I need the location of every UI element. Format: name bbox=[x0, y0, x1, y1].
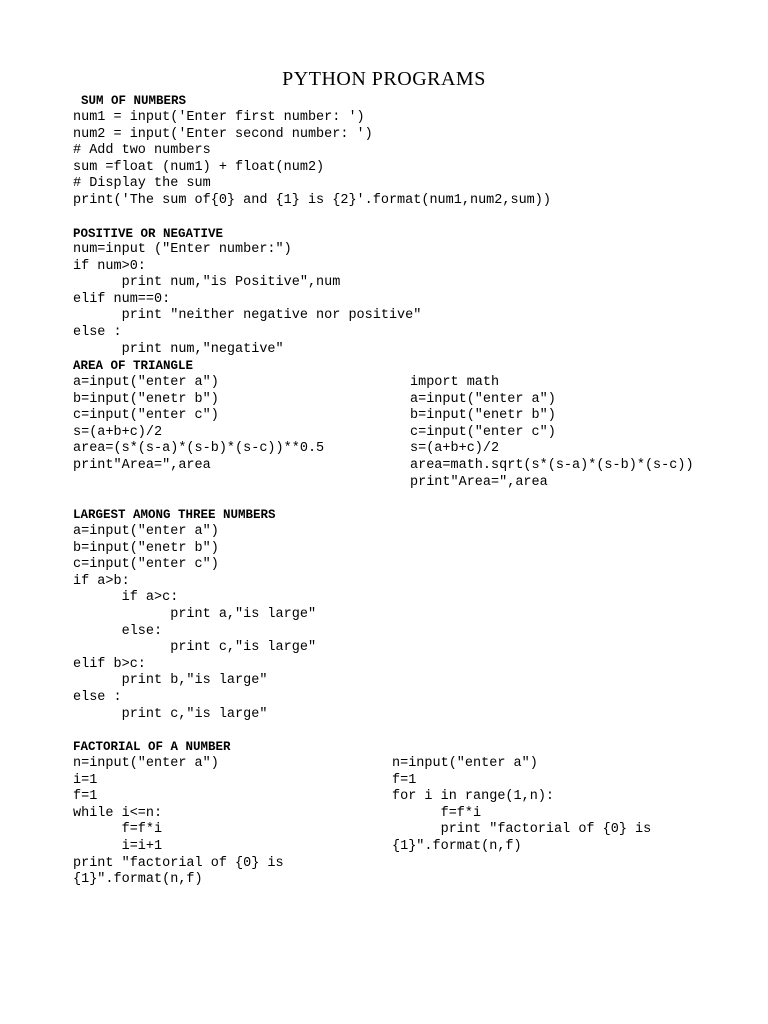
code-line: print "factorial of {0} is bbox=[392, 822, 652, 838]
code-line: if a>b: bbox=[73, 573, 130, 589]
code-line: else : bbox=[73, 690, 122, 705]
code-line: print "neither negative nor positive" bbox=[73, 308, 422, 324]
code-line: print b,"is large" bbox=[73, 673, 268, 689]
code-line: sum =float (num1) + float(num2) bbox=[73, 159, 325, 175]
code-line: print c,"is large" bbox=[73, 706, 268, 722]
code-line: print c,"is large" bbox=[73, 640, 317, 656]
code-line: area=(s*(s-a)*(s-b)*(s-c))**0.5 bbox=[73, 441, 325, 457]
code-line: {1}".format(n,f) bbox=[73, 872, 203, 888]
section-heading-sum: SUM OF NUMBERS bbox=[81, 94, 187, 108]
code-line: s=(a+b+c)/2 bbox=[410, 441, 500, 457]
section-heading-largest: LARGEST AMONG THREE NUMBERS bbox=[73, 508, 276, 522]
code-line: print num,"negative" bbox=[73, 341, 284, 357]
code-line: while i<=n: bbox=[73, 805, 163, 821]
code-line: f=f*i bbox=[392, 805, 482, 821]
code-line: for i in range(1,n): bbox=[392, 789, 555, 805]
code-line: s=(a+b+c)/2 bbox=[73, 424, 163, 440]
code-line: if num>0: bbox=[73, 258, 146, 274]
code-line: f=1 bbox=[73, 789, 98, 805]
code-line: print a,"is large" bbox=[73, 607, 317, 622]
page-title: PYTHON PROGRAMS bbox=[282, 68, 486, 90]
code-line: num1 = input('Enter first number: ') bbox=[73, 110, 365, 125]
code-line: n=input("enter a") bbox=[73, 756, 219, 771]
code-line: print num,"is Positive",num bbox=[73, 275, 341, 291]
code-line: elif b>c: bbox=[73, 656, 146, 672]
section-heading-positive-negative: POSITIVE OR NEGATIVE bbox=[73, 227, 224, 241]
code-line: c=input("enter c") bbox=[73, 557, 219, 573]
code-line: print "factorial of {0} is bbox=[73, 855, 284, 871]
code-line: a=input("enter a") bbox=[73, 375, 219, 390]
code-line: f=f*i bbox=[73, 822, 163, 838]
code-line: num=input ("Enter number:") bbox=[73, 242, 292, 257]
code-line: if a>c: bbox=[73, 590, 179, 606]
code-line: else: bbox=[73, 623, 163, 639]
code-line: import math bbox=[410, 375, 500, 390]
code-line: i=i+1 bbox=[73, 839, 163, 854]
code-line: a=input("enter a") bbox=[410, 391, 556, 407]
code-line: print('The sum of{0} and {1} is {2}'.format(num1,num2,sum)) bbox=[73, 193, 551, 208]
code-line: b=input("enetr b") bbox=[73, 391, 219, 407]
code-line: f=1 bbox=[392, 772, 417, 788]
code-line: n=input("enter a") bbox=[392, 756, 538, 771]
section-heading-factorial: FACTORIAL OF A NUMBER bbox=[73, 740, 231, 754]
code-line: {1}".format(n,f) bbox=[392, 839, 522, 854]
code-line: print"Area=",area bbox=[73, 458, 211, 473]
code-line: i=1 bbox=[73, 772, 98, 788]
code-line: # Display the sum bbox=[73, 176, 211, 192]
code-line: a=input("enter a") bbox=[73, 524, 219, 539]
code-line: else : bbox=[73, 325, 122, 340]
code-line: b=input("enetr b") bbox=[73, 540, 219, 556]
code-line: b=input("enetr b") bbox=[410, 408, 556, 424]
code-line: elif num==0: bbox=[73, 291, 171, 307]
section-heading-area-triangle: AREA OF TRIANGLE bbox=[73, 359, 194, 373]
code-line: print"Area=",area bbox=[410, 474, 548, 490]
code-line: area=math.sqrt(s*(s-a)*(s-b)*(s-c)) bbox=[410, 458, 694, 473]
code-line: c=input("enter c") bbox=[410, 424, 556, 440]
code-line: # Add two numbers bbox=[73, 143, 211, 159]
code-line: num2 = input('Enter second number: ') bbox=[73, 126, 373, 142]
code-line: c=input("enter c") bbox=[73, 408, 219, 424]
